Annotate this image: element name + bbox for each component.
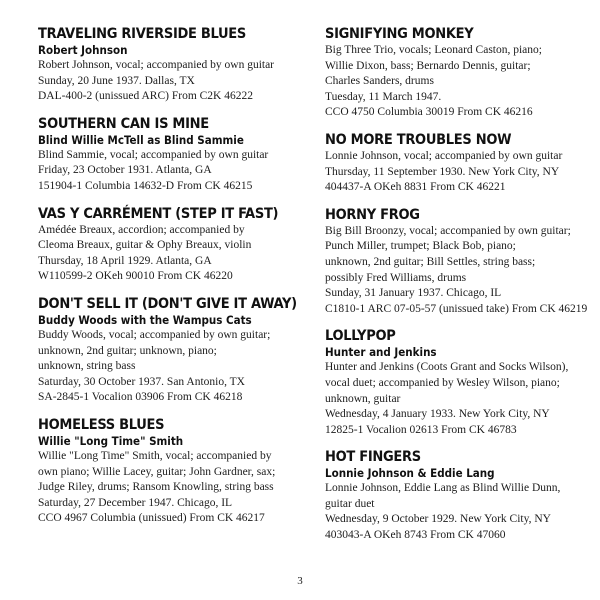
track-detail-line: Robert Johnson, vocal; accompanied by own guitar <box>38 59 275 71</box>
track-detail-line: possibly Fred Williams, drums <box>325 271 467 284</box>
track-detail-line: Blind Sammie, vocal; accompanied by own guitar <box>38 148 269 161</box>
track-detail-line: Willie Dixon, bass; Bernardo Dennis, guitar; <box>325 59 531 72</box>
track-entry <box>38 26 306 105</box>
track-detail-line: unknown, guitar <box>325 392 401 405</box>
track-detail-line: SA-2845-1 Vocalion 03906 From CK 46218 <box>38 391 243 404</box>
track-entry <box>38 116 306 195</box>
track-detail-line: Saturday, 30 October 1937. San Antonio, TX <box>38 375 245 388</box>
track-entry <box>38 206 306 285</box>
track-detail-line: Thursday, 11 September 1930. New York City, NY <box>325 165 560 178</box>
track-detail-line: Sunday, 31 January 1937. Chicago, IL <box>325 287 502 300</box>
track-title: VAS Y CARRÉMENT (STEP IT FAST) <box>38 205 279 222</box>
track-detail-line: Sunday, 20 June 1937. Dallas, TX <box>38 74 195 87</box>
track-detail-line: C1810-1 ARC 07-05-57 (unissued take) From CK 46219 <box>325 302 588 315</box>
track-detail-line: CCO 4967 Columbia (unissued) From CK 46217 <box>38 512 265 525</box>
track-detail-line: Lonnie Johnson, Eddie Lang as Blind Willie Dunn, <box>325 482 561 495</box>
track-detail-line: Wednesday, 4 January 1933. New York City, NY <box>325 408 550 421</box>
track-detail-line: DAL-400-2 (unissued ARC) From C2K 46222 <box>38 90 253 103</box>
track-detail-line: Big Bill Broonzy, vocal; accompanied by own guitar; <box>325 224 571 237</box>
track-detail-line: Lonnie Johnson, vocal; accompanied by own guitar <box>325 149 563 162</box>
track-detail-line: Charles Sanders, drums <box>325 75 434 88</box>
track-detail-line: Big Three Trio, vocals; Leonard Caston, piano; <box>325 44 542 56</box>
left-column <box>38 26 306 538</box>
track-detail-line: Amédée Breaux, accordion; accompanied by <box>38 223 245 236</box>
track-detail-line: Punch Miller, trumpet; Black Bob, piano; <box>325 240 516 253</box>
track-detail-line: unknown, string bass <box>38 360 136 373</box>
track-detail-line: Judge Riley, drums; Ransom Knowling, string bass <box>38 481 274 494</box>
track-entry <box>325 206 588 318</box>
track-entry <box>325 328 585 438</box>
track-detail-line: Thursday, 18 April 1929. Atlanta, GA <box>38 254 212 267</box>
track-title: TRAVELING RIVERSIDE BLUES <box>38 26 247 42</box>
track-artist: Blind Willie McTell as Blind Sammie <box>38 132 244 147</box>
track-artist: Robert Johnson <box>38 43 128 57</box>
track-entry <box>38 417 306 527</box>
track-detail-line: unknown, 2nd guitar; unknown, piano; <box>38 344 217 357</box>
track-detail-line: 12825-1 Vocalion 02613 From CK 46783 <box>325 423 517 436</box>
track-artist: Lonnie Johnson & Eddie Lang <box>325 466 495 481</box>
track-detail-line: unknown, 2nd guitar; Bill Settles, string bass; <box>325 255 536 268</box>
track-detail-line: vocal duet; accompanied by Wesley Wilson, piano; <box>325 376 560 389</box>
track-detail-line: 151904-1 Columbia 14632-D From CK 46215 <box>38 179 253 192</box>
track-artist: Buddy Woods with the Wampus Cats <box>38 312 252 327</box>
track-detail-line: Cleoma Breaux, guitar & Ophy Breaux, violin <box>38 239 252 252</box>
track-title: NO MORE TROUBLES NOW <box>325 131 512 148</box>
track-entry <box>325 449 585 543</box>
track-detail-line: CCO 4750 Columbia 30019 From CK 46216 <box>325 106 533 119</box>
track-detail-line: Wednesday, 9 October 1929. New York City, NY <box>325 513 551 526</box>
track-detail-line: Willie "Long Time" Smith, vocal; accompanied by <box>38 449 272 462</box>
track-detail-line: Saturday, 27 December 1947. Chicago, IL <box>38 496 233 509</box>
right-column <box>325 26 588 555</box>
track-detail-line: Buddy Woods, vocal; accompanied by own guitar; <box>38 328 271 341</box>
track-artist: Willie "Long Time" Smith <box>38 433 184 448</box>
track-title: LOLLYPOP <box>325 328 396 345</box>
track-entry <box>325 26 585 121</box>
track-detail-line: own piano; Willie Lacey, guitar; John Gardner, sax; <box>38 465 276 478</box>
track-title: HOMELESS BLUES <box>38 416 165 433</box>
track-detail-line: Tuesday, 11 March 1947. <box>325 90 442 103</box>
track-detail-line: W110599-2 OKeh 90010 From CK 46220 <box>38 270 233 283</box>
track-detail-line: guitar duet <box>325 497 375 510</box>
track-artist: Hunter and Jenkins <box>325 345 437 360</box>
track-title: SOUTHERN CAN IS MINE <box>38 115 209 132</box>
track-detail-line: 403043-A OKeh 8743 From CK 47060 <box>325 529 506 542</box>
track-detail-line: Friday, 23 October 1931. Atlanta, GA <box>38 164 212 177</box>
page-number: 3 <box>297 575 303 587</box>
track-title: SIGNIFYING MONKEY <box>325 26 474 42</box>
track-title: HORNY FROG <box>325 206 420 223</box>
track-title: DON'T SELL IT (DON'T GIVE IT AWAY) <box>38 295 297 312</box>
track-detail-line: Hunter and Jenkins (Coots Grant and Socks Wilson), <box>325 361 569 374</box>
track-detail-line: 404437-A OKeh 8831 From CK 46221 <box>325 181 506 194</box>
track-title: HOT FINGERS <box>325 449 421 466</box>
track-entry <box>325 132 585 196</box>
track-entry <box>38 296 306 406</box>
